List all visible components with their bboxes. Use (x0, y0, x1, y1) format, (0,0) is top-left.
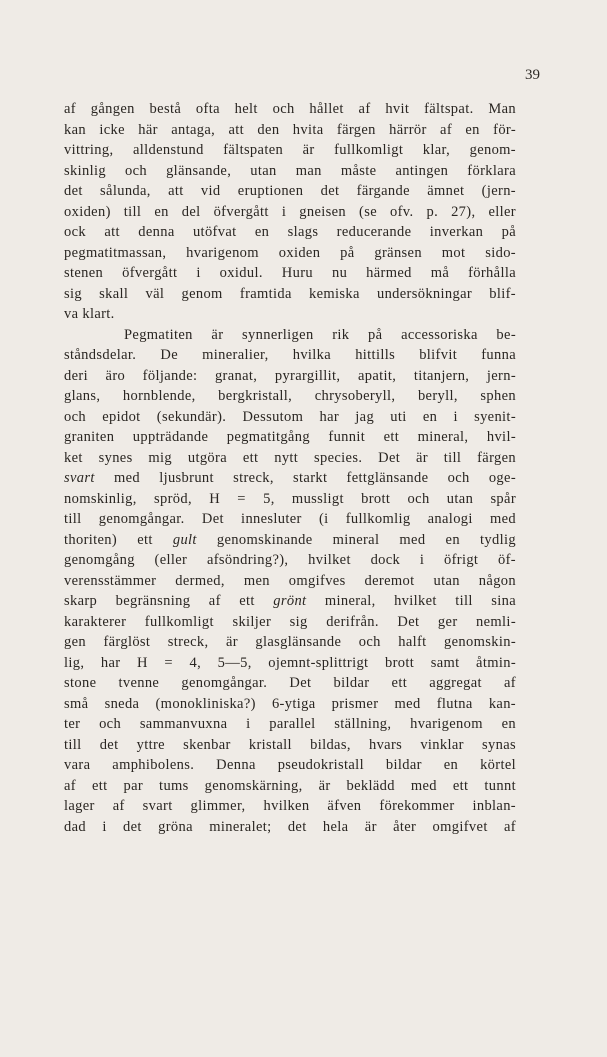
body-text (64, 99, 516, 837)
text-segment: till genomgångar. Det innesluter (i fullkomlig analogi med (64, 511, 516, 527)
text-segment: ter och sammanvuxna i parallel ställning, hvarigenom en (64, 716, 516, 732)
text-segment: va klart. (64, 306, 115, 322)
text-line (64, 817, 516, 838)
text-line (64, 694, 516, 715)
text-segment: karakterer fullkomligt skiljer sig derifrån. Det ger nemli- (64, 613, 516, 630)
text-segment: thoriten) ett (64, 531, 173, 548)
text-segment: vittring, alldenstund fältspaten är fullkomligt klar, genom- (64, 142, 516, 158)
text-segment: små sneda (monokliniska?) 6-ytiga prismer med flutna kan- (64, 695, 516, 712)
text-line (64, 550, 516, 571)
text-line (64, 181, 516, 202)
text-segment: och epidot (sekundär). Dessutom har jag uti en i syenit- (64, 408, 516, 425)
text-line (64, 735, 516, 756)
text-line (64, 427, 516, 448)
text-line (64, 243, 516, 264)
text-segment: oxiden) till en del öfvergått i gneisen (se ofv. p. 27), eller (64, 203, 516, 220)
text-line (64, 714, 516, 735)
text-line (64, 796, 516, 817)
text-segment: nomskinlig, spröd, H = 5, mussligt brott och utan spår (64, 490, 516, 507)
text-line (64, 120, 516, 141)
text-segment: stenen öfvergått i oxidul. Huru nu härmed må förhålla (64, 265, 516, 281)
text-line (64, 366, 516, 387)
text-segment: ståndsdelar. De mineralier, hvilka hittills blifvit funna (64, 347, 516, 363)
text-line (64, 202, 516, 223)
text-segment: lig, har H = 4, 5—5, ojemnt-splittrigt brott samt åtmin- (64, 654, 516, 671)
text-line (64, 755, 516, 776)
text-segment: genomgång (eller afsöndring?), hvilket dock i öfrigt öf- (64, 552, 516, 568)
text-segment: skinlig och glänsande, utan man måste antingen förklara (64, 162, 516, 179)
text-segment: kan icke här antaga, att den hvita färgen härrör af en för- (64, 121, 516, 138)
text-segment: stone tvenne genomgångar. Det bildar ett aggregat af (64, 675, 516, 691)
page-number: 39 (525, 67, 540, 83)
italic-text: grönt (273, 593, 307, 609)
text-segment: graniten uppträdande pegmatitgång funnit ett mineral, hvil- (64, 429, 516, 445)
italic-text: svart (64, 470, 95, 486)
text-line (64, 325, 516, 346)
text-segment: deri äro följande: granat, pyrargillit, apatit, titanjern, jern- (64, 367, 516, 384)
text-segment: det sålunda, att vid eruptionen det färgande ämnet (jern- (64, 183, 516, 199)
text-line (64, 489, 516, 510)
text-line (64, 99, 516, 120)
text-line (64, 776, 516, 797)
text-line (64, 673, 516, 694)
text-segment: till det yttre skenbar kristall bildas, hvars vinklar synas (64, 736, 516, 753)
text-segment: verensstämmer dermed, men omgifves deremot utan någon (64, 572, 516, 589)
text-segment: genomskinande mineral med en tydlig (196, 531, 516, 548)
text-line (64, 407, 516, 428)
text-line (64, 571, 516, 592)
text-line (64, 591, 516, 612)
text-segment: af gången bestå ofta helt och hållet af hvit fältspat. Man (64, 101, 516, 117)
text-line (64, 263, 516, 284)
text-line (64, 161, 516, 182)
text-line (64, 612, 516, 633)
text-segment: gen färglöst streck, är glasglänsande och halft genomskin- (64, 634, 516, 650)
text-line (64, 653, 516, 674)
text-segment: lager af svart glimmer, hvilken äfven förekommer inblan- (64, 798, 516, 814)
text-line (64, 530, 516, 551)
text-segment: med ljusbrunt streck, starkt fettglänsande och oge- (94, 470, 516, 486)
text-segment: mineral, hvilket till sina (306, 593, 516, 609)
text-segment: dad i det gröna mineralet; det hela är åter omgifvet af (64, 818, 516, 835)
text-segment: sig skall väl genom framtida kemiska undersökningar blif- (64, 285, 516, 302)
text-line (64, 509, 516, 530)
text-line (64, 284, 516, 305)
text-segment: Pegmatiten är synnerligen rik på accessoriska be- (124, 326, 516, 343)
text-line (64, 468, 516, 489)
text-line (64, 140, 516, 161)
text-segment: af ett par tums genomskärning, är beklädd med ett tunnt (64, 777, 516, 794)
text-line (64, 632, 516, 653)
text-line (64, 345, 516, 366)
text-line (64, 222, 516, 243)
text-line (64, 304, 516, 325)
text-line (64, 448, 516, 469)
italic-text: gult (172, 531, 197, 548)
text-segment: pegmatitmassan, hvarigenom oxiden på gränsen mot sido- (64, 244, 516, 261)
text-segment: skarp begränsning af ett (64, 593, 274, 609)
text-segment: glans, hornblende, bergkristall, chrysoberyll, beryll, sphen (64, 388, 516, 404)
text-segment: ket synes mig utgöra ett nytt species. Det är till färgen (64, 449, 516, 466)
text-segment: vara amphibolens. Denna pseudokristall bildar en körtel (64, 757, 516, 773)
text-line (64, 386, 516, 407)
text-segment: ock att denna utöfvat en slags reducerande inverkan på (64, 224, 516, 240)
